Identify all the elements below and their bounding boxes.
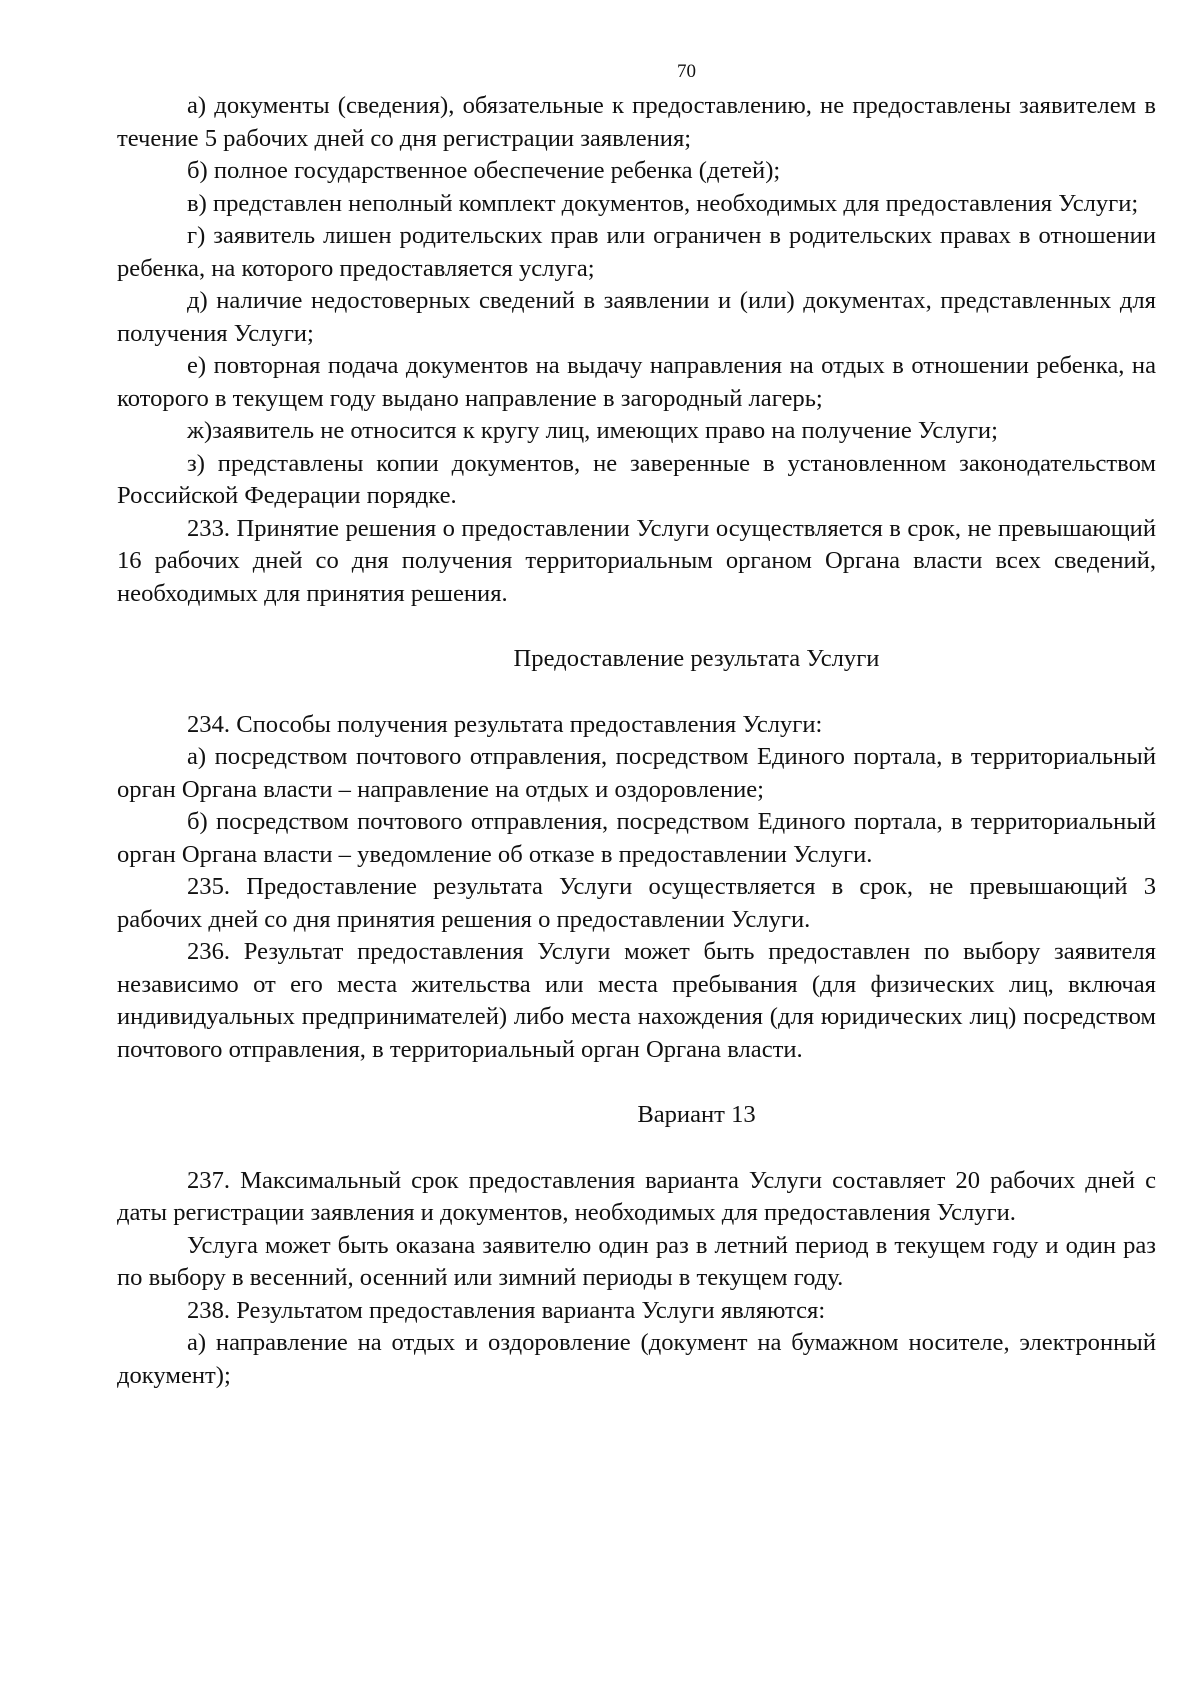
section-heading-variant-13: Вариант 13 <box>637 1101 756 1128</box>
paragraph-a-documents-not-provided: а) документы (сведения), обязательные к предоставлению, не предоставлены заявителем в течение 5 рабочих дней со дня регистрации заявления; <box>117 92 1156 152</box>
paragraph-zh-not-eligible: ж)заявитель не относится к кругу лиц, имеющих право на получение Услуги; <box>187 417 998 444</box>
paragraph-236: 236. Результат предоставления Услуги может быть предоставлен по выбору заявителя независимо от его места жительства или места пребывания (для физических лиц, включая индивидуальных предпринимателей) либо места нахождения (для юридических лиц) посредством почтового отправления, в территориальный орган Органа власти. <box>117 938 1156 1063</box>
paragraph-e-repeat-submission: е) повторная подача документов на выдачу направления на отдых в отношении ребенка, на которого в текущем году выдано направление в загородный лагерь; <box>117 352 1156 412</box>
paragraph-b-full-state-support: б) полное государственное обеспечение ребенка (детей); <box>187 157 781 184</box>
paragraph-238-a: а) направление на отдых и оздоровление (документ на бумажном носителе, электронный документ); <box>117 1329 1156 1389</box>
paragraph-g-parental-rights: г) заявитель лишен родительских прав или ограничен в родительских правах в отношении ребенка, на которого предоставляется услуга; <box>117 222 1156 282</box>
paragraph-238: 238. Результатом предоставления варианта Услуги являются: <box>187 1296 826 1324</box>
paragraph-d-unreliable-info: д) наличие недостоверных сведений в заявлении и (или) документах, представленных для получения Услуги; <box>117 287 1156 347</box>
paragraph-234: 234. Способы получения результата предоставления Услуги: <box>187 710 823 738</box>
paragraph-233: 233. Принятие решения о предоставлении Услуги осуществляется в срок, не превышающий 16 рабочих дней со дня получения территориальным органом Органа власти всех сведений, необходимых для принятия решения. <box>117 514 1156 607</box>
document-page <box>117 60 1156 1392</box>
paragraph-235: 235. Предоставление результата Услуги осуществляется в срок, не превышающий 3 рабочих дней со дня принятия решения о предоставлении Услуги. <box>117 873 1156 933</box>
page-number: 70 <box>677 61 696 82</box>
paragraph-237: 237. Максимальный срок предоставления варианта Услуги составляет 20 рабочих дней с даты регистрации заявления и документов, необходимых для предоставления Услуги. <box>117 1166 1156 1226</box>
paragraph-234-a: а) посредством почтового отправления, посредством Единого портала, в территориальный орган Органа власти – направление на отдых и оздоровление; <box>117 743 1156 803</box>
paragraph-234-b: б) посредством почтового отправления, посредством Единого портала, в территориальный орган Органа власти – уведомление об отказе в предоставлении Услуги. <box>117 808 1156 868</box>
section-heading-result: Предоставление результата Услуги <box>513 645 880 672</box>
paragraph-z-uncertified-copies: з) представлены копии документов, не заверенные в установленном законодательством Российской Федерации порядке. <box>117 449 1156 509</box>
paragraph-service-frequency: Услуга может быть оказана заявителю один раз в летний период в текущем году и один раз по выбору в весенний, осенний или зимний периоды в текущем году. <box>117 1231 1156 1291</box>
paragraph-v-incomplete-set: в) представлен неполный комплект документов, необходимых для предоставления Услуги; <box>187 189 1139 217</box>
